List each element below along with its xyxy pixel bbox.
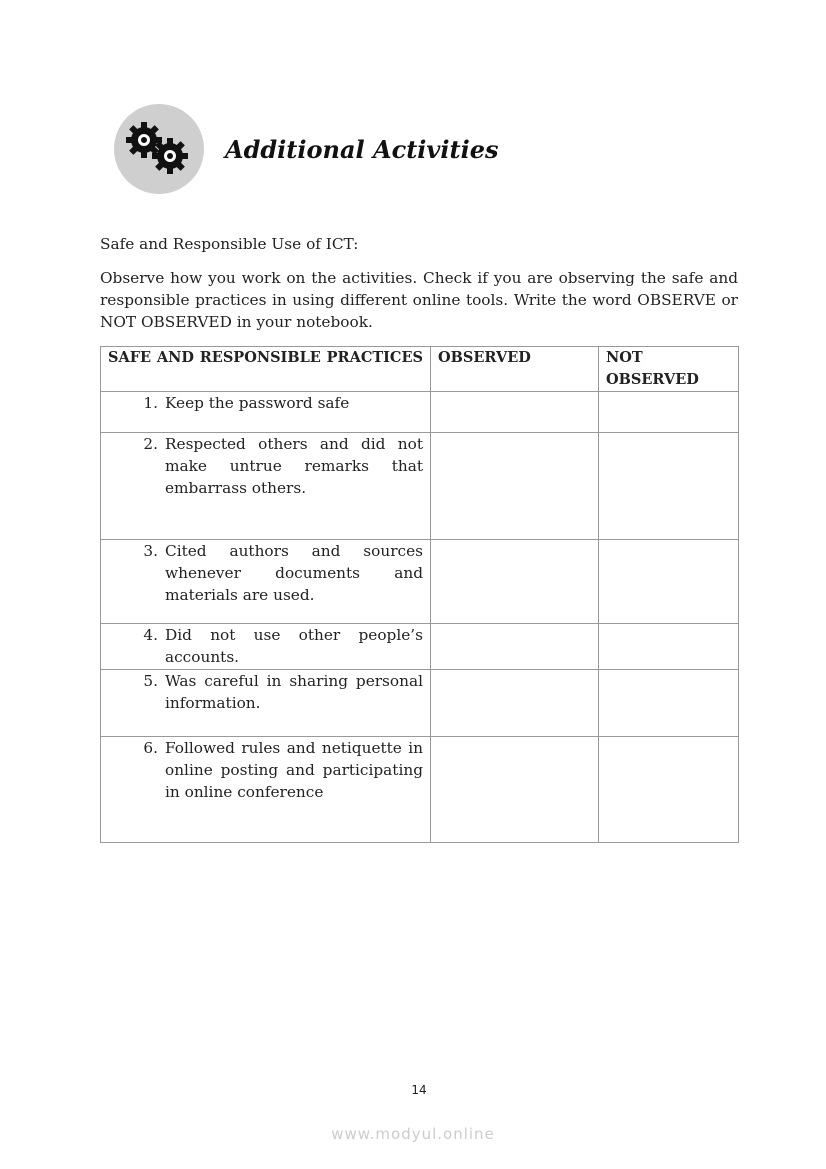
item-text: Did not use other people’s accounts.: [165, 626, 423, 666]
observed-cell: [431, 392, 599, 433]
item-number: 2.: [143, 435, 158, 453]
table-row: [101, 670, 739, 737]
practices-table: [100, 346, 739, 843]
table-row: [101, 540, 739, 624]
instructions: Observe how you work on the activities. Check if you are observing the safe and responsible practices in using different online tools. Write the word OBSERVE or NOT OBSERVED in your notebook.: [100, 269, 738, 331]
item-number: 3.: [143, 542, 158, 560]
table-row: [101, 737, 739, 843]
not-observed-cell: [599, 624, 739, 670]
table-row: [101, 433, 739, 540]
item-text: Was careful in sharing personal information.: [165, 672, 423, 712]
header-observed: OBSERVED: [431, 347, 599, 392]
item-number: 5.: [143, 672, 158, 690]
observed-cell: [431, 624, 599, 670]
item-number: 6.: [143, 739, 158, 757]
watermark: www.modyul.online: [331, 1125, 495, 1143]
not-observed-cell: [599, 670, 739, 737]
not-observed-cell: [599, 737, 739, 843]
table-row: [101, 392, 739, 433]
header-not-observed: NOT OBSERVED: [599, 347, 739, 392]
header-practices: SAFE AND RESPONSIBLE PRACTICES: [101, 347, 431, 392]
table-header-row: [101, 347, 739, 392]
item-text: Respected others and did not make untrue remarks that embarrass others.: [165, 435, 423, 497]
page-number: 14: [411, 1083, 427, 1097]
gears-icon-badge: [114, 104, 204, 194]
table-row: [101, 624, 739, 670]
not-observed-cell: [599, 392, 739, 433]
item-text: Keep the password safe: [165, 394, 350, 412]
item-text: Followed rules and netiquette in online posting and participating in online conference: [165, 739, 423, 801]
intro-heading: Safe and Responsible Use of ICT:: [100, 235, 359, 253]
observed-cell: [431, 540, 599, 624]
observed-cell: [431, 670, 599, 737]
section-title: Additional Activities: [225, 135, 499, 164]
item-number: 4.: [143, 626, 158, 644]
item-number: 1.: [143, 394, 158, 412]
item-text: Cited authors and sources whenever documents and materials are used.: [165, 542, 423, 604]
observed-cell: [431, 737, 599, 843]
not-observed-cell: [599, 540, 739, 624]
not-observed-cell: [599, 433, 739, 540]
observed-cell: [431, 433, 599, 540]
gears-icon: [114, 104, 204, 194]
